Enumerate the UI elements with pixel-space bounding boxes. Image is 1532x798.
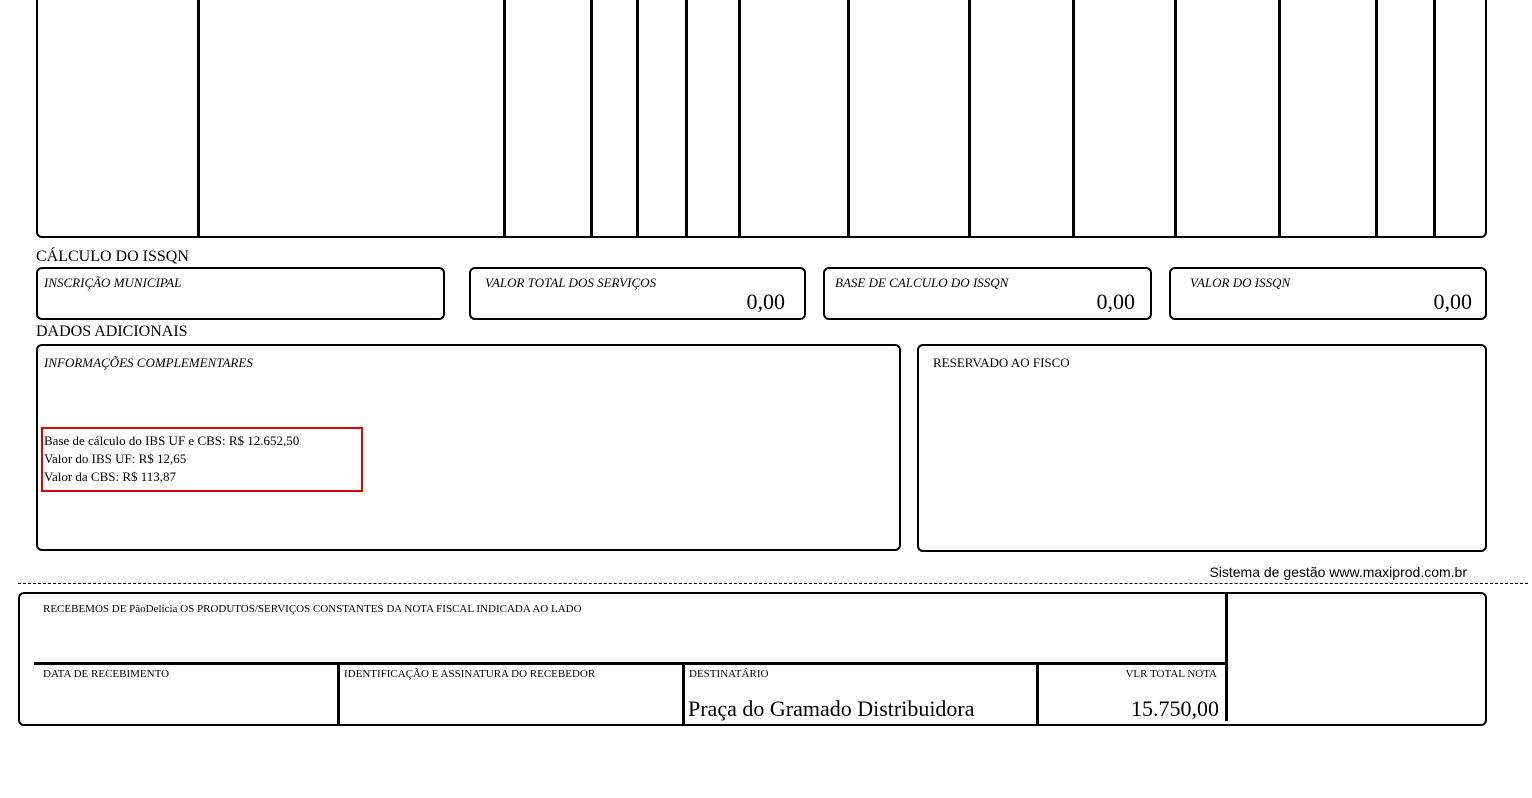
field-value: 0,00: [746, 289, 785, 314]
field-value: 0,00: [1433, 289, 1472, 314]
column-divider: [1174, 0, 1177, 236]
column-divider: [847, 0, 850, 236]
field-label: INSCRIÇÃO MUNICIPAL: [44, 275, 182, 290]
stub-row-divider: [34, 662, 1227, 665]
field-label: VALOR TOTAL DOS SERVIÇOS: [485, 275, 657, 290]
receipt-stub: [18, 592, 1487, 726]
receipt-date-label: DATA DE RECEBIMENTO: [43, 668, 170, 680]
column-divider: [197, 0, 200, 236]
stub-column-divider: [1036, 662, 1039, 724]
tax-info-lines: [44, 432, 299, 486]
additional-data-section-title: DADOS ADICIONAIS: [36, 323, 188, 340]
field-value: 0,00: [1096, 289, 1135, 314]
stub-column-divider: [682, 662, 685, 724]
column-divider: [1433, 0, 1436, 236]
reserved-fisco-label: RESERVADO AO FISCO: [933, 355, 1070, 370]
ibs-uf-value-line: Valor do IBS UF: R$ 12,65: [44, 451, 187, 466]
issqn-section-title: CÁLCULO DO ISSQN: [36, 248, 189, 265]
stub-column-divider: [337, 662, 340, 724]
issqn-value-field: [1169, 267, 1487, 320]
field-label: VALOR DO ISSQN: [1190, 275, 1291, 290]
cut-line: [18, 583, 1528, 584]
cbs-value-line: Valor da CBS: R$ 113,87: [44, 469, 177, 484]
total-note-value: 15.750,00: [1131, 696, 1219, 721]
column-divider: [590, 0, 593, 236]
column-divider: [1072, 0, 1075, 236]
column-divider: [738, 0, 741, 236]
receiver-signature-label: IDENTIFICAÇÃO E ASSINATURA DO RECEBEDOR: [344, 668, 596, 680]
system-note: Sistema de gestão www.maxiprod.com.br: [1209, 564, 1467, 580]
stub-right-divider: [1225, 594, 1228, 721]
column-divider: [685, 0, 688, 236]
total-note-label: VLR TOTAL NOTA: [1125, 668, 1217, 680]
column-divider: [1278, 0, 1281, 236]
column-divider: [1375, 0, 1378, 236]
column-divider: [968, 0, 971, 236]
ibs-cbs-base-line: Base de cálculo do IBS UF e CBS: R$ 12.652,50: [44, 433, 300, 448]
complementary-info-label: INFORMAÇÕES COMPLEMENTARES: [44, 355, 253, 370]
receipt-statement: RECEBEMOS DE PãoDelícia OS PRODUTOS/SERVIÇOS CONSTANTES DA NOTA FISCAL INDICADA AO LADO: [43, 603, 582, 615]
issqn-base-field: [823, 267, 1152, 320]
column-divider: [636, 0, 639, 236]
recipient-label: DESTINATÁRIO: [689, 668, 769, 680]
complementary-info-box: [36, 344, 901, 551]
reserved-fisco-box: [917, 344, 1487, 552]
recipient-value: Praça do Gramado Distribuidora: [688, 696, 975, 721]
tax-info-highlight: [41, 427, 363, 492]
items-table: [36, 0, 1487, 238]
total-services-field: [469, 267, 806, 320]
column-divider: [503, 0, 506, 236]
field-label: BASE DE CALCULO DO ISSQN: [835, 275, 1009, 290]
municipal-registration-field: [36, 267, 445, 320]
